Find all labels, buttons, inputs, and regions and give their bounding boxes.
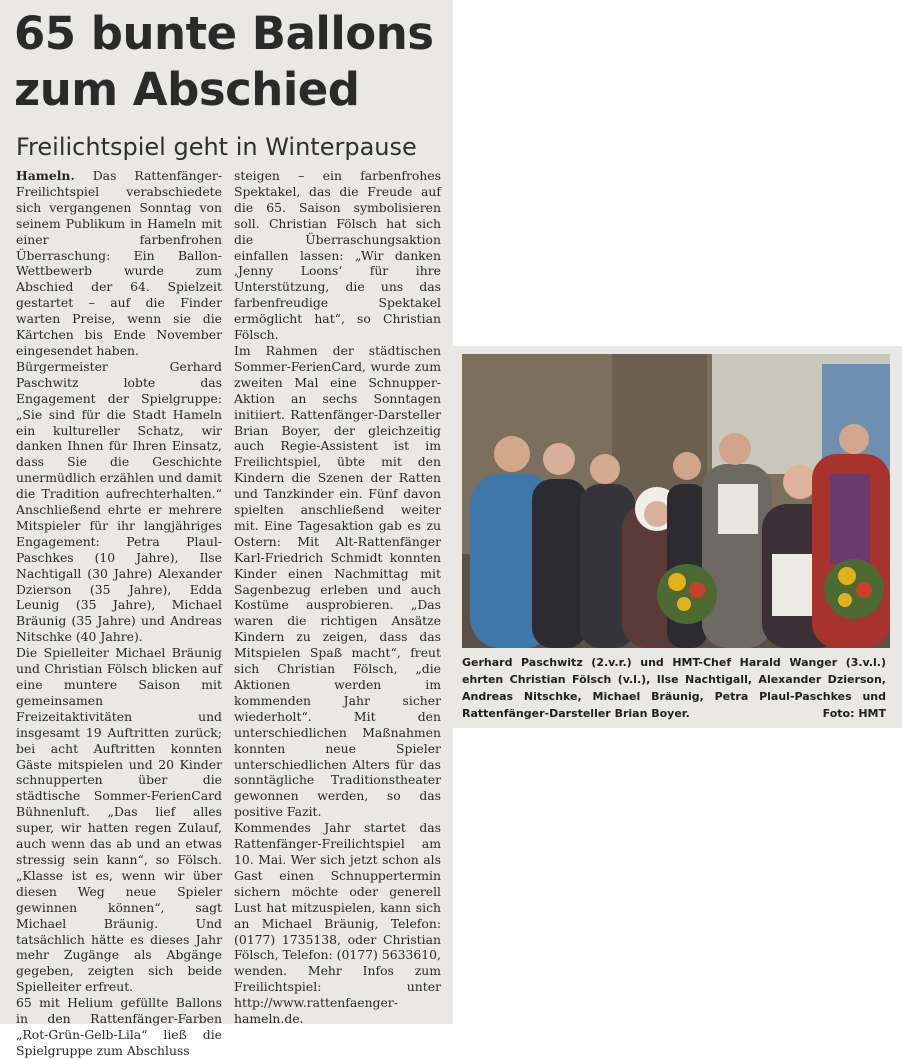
caption-text: Gerhard Paschwitz (2.v.r.) und HMT-Chef Harald Wanger (3.v.l.) ehrten Christian Fölsch (v.l.), Ilse Nachtigall, Alexander Dzierson, Andreas Nitschke, Michael Bräunig, Petra Plaul-Paschkes und Rattenfänger-Darsteller Brian Boyer. bbox=[462, 656, 886, 720]
dateline: Hameln. bbox=[16, 168, 75, 183]
face bbox=[673, 452, 701, 480]
face bbox=[494, 436, 530, 472]
certificate bbox=[718, 484, 758, 534]
photo-card bbox=[452, 346, 902, 728]
photo-credit: Foto: HMT bbox=[822, 707, 886, 720]
article-column-1 bbox=[16, 168, 222, 1059]
sunflower bbox=[677, 597, 691, 611]
face bbox=[590, 454, 620, 484]
paragraph: 65 mit Helium gefüllte Ballons in den Rattenfänger-Farben „Rot-Grün-Gelb-Lila“ ließ die Spielgruppe zum Abschluss bbox=[16, 995, 222, 1058]
bouquet bbox=[824, 559, 884, 619]
subheadline: Freilichtspiel geht in Winterpause bbox=[16, 133, 417, 161]
paragraph: steigen – ein farbenfrohes Spektakel, das die Freude auf die 65. Saison symbolisieren soll. Christian Fölsch hat sich die Überraschungsaktion einfallen lassen: „Wir danken ‚Jenny Loons‘ für ihre Unterstützung, die uns das farbenfreudige Spektakel ermöglicht hat“, so Christian Fölsch. bbox=[234, 168, 441, 343]
sunflower bbox=[838, 567, 856, 585]
sunflower bbox=[668, 573, 686, 591]
paragraph: Kommendes Jahr startet das Rattenfänger-Freilichtspiel am 10. Mai. Wer sich jetzt schon als Gast einen Schnuppertermin sichern möchte oder generell Lust hat mitzuspielen, kann sich an Michael Bräunig, Telefon: (0177) 1735138, oder Christian Fölsch, Telefon: (0177) 5633610, wenden. Mehr Infos zum Freilichtspiel: unter http://www.rattenfaenger-hameln.de. bbox=[234, 820, 441, 1027]
church-tower bbox=[612, 354, 707, 504]
bouquet bbox=[657, 564, 717, 624]
paragraph-text: Das Rattenfänger-Freilichtspiel verabschiedete sich vergangenen Sonntag von seinem Publikum in Hameln mit einer farbenfrohen Überraschung: Ein Ballon-Wettbewerb wurde zum Abschied der 64. Spielzeit gestartet – auf die Finder warten Preise, wenn sie die Kärtchen bis Ende November eingesendet haben. bbox=[16, 168, 222, 358]
flower bbox=[856, 582, 872, 598]
purple-costume bbox=[830, 474, 870, 564]
headline-line-2: zum Abschied bbox=[14, 63, 360, 116]
face bbox=[543, 443, 575, 475]
photo-caption bbox=[462, 654, 886, 722]
group-photo bbox=[462, 354, 890, 648]
face bbox=[839, 424, 869, 454]
face bbox=[644, 501, 670, 527]
paragraph: Im Rahmen der städtischen Sommer-FerienCard, wurde zum zweiten Mal eine Schnupper-Aktion an sechs Sonntagen initiiert. Rattenfänger-Darsteller Brian Boyer, der gleichzeitig auch Regie-Assistent ist im Freilichtspiel, übte mit den Kindern die Szenen der Ratten und Tanzkinder ein. Fünf davon spielten anschließend weiter mit. Eine Tagesaktion gab es zu Ostern: Mit Alt-Rattenfänger Karl-Friedrich Schmidt konnten Kinder einen Nachmittag mit Sagenbezug erleben und auch Kostüme ausprobieren. „Das waren die richtigen Ansätze Kindern zu zeigen, dass das Mitspielen Spaß macht“, freut sich Christian Fölsch, „die Aktionen werden im kommenden Jahr sicher wiederholt“. Mit den unterschiedlichen Maßnahmen konnten neue Spieler unterschiedlichen Alters für das sonntägliche Traditionstheater gewonnen werden, so das positive Fazit. bbox=[234, 342, 441, 820]
group-photo-illustration bbox=[462, 354, 890, 648]
paragraph: Die Spielleiter Michael Bräunig und Christian Fölsch blicken auf eine muntere Saison mit gemeinsamen Freizeitaktivitäten und insgesamt 19 Auftritten zurück; bei acht Auftritten konnten Gäste mitspielen und 20 Kinder schnupperten über die städtische Sommer-FerienCard Bühnenluft. „Das lief alles super, wir hatten regen Zulauf, auch wenn das ab und an etwas stressig sein kann“, so Fölsch. „Klasse ist es, wenn wir über diesen Weg neue Spieler gewinnen können“, sagt Michael Bräunig. Und tatsächlich hätte es dieses Jahr mehr Zugänge als Abgänge gegeben, zeigten sich beide Spielleiter erfreut. bbox=[16, 645, 222, 995]
article-column-2 bbox=[234, 168, 441, 1027]
paragraph: Bürgermeister Gerhard Paschwitz lobte das Engagement der Spielgruppe: „Sie sind für die Stadt Hameln ein kultureller Schatz, wir danken Ihnen für Ihren Einsatz, dass Sie die Geschichte unermüdlich erzählen und damit die Tradition aufrechterhalten.“ Anschließend ehrte er mehrere Mitspieler für ihr langjähriges Engagement: Petra Plaul-Paschkes (10 Jahre), Ilse Nachtigall (30 Jahre) Alexander Dzierson (35 Jahre), Edda Leunig (35 Jahre), Michael Bräunig (35 Jahre) und Andreas Nitschke (40 Jahre). bbox=[16, 358, 222, 645]
headline-line-1: 65 bunte Ballons bbox=[14, 7, 434, 60]
flower bbox=[689, 582, 705, 598]
paragraph bbox=[16, 168, 222, 359]
face bbox=[719, 433, 751, 465]
person-suit bbox=[532, 479, 587, 648]
headline bbox=[14, 6, 444, 118]
face bbox=[783, 465, 817, 499]
sunflower bbox=[838, 593, 852, 607]
